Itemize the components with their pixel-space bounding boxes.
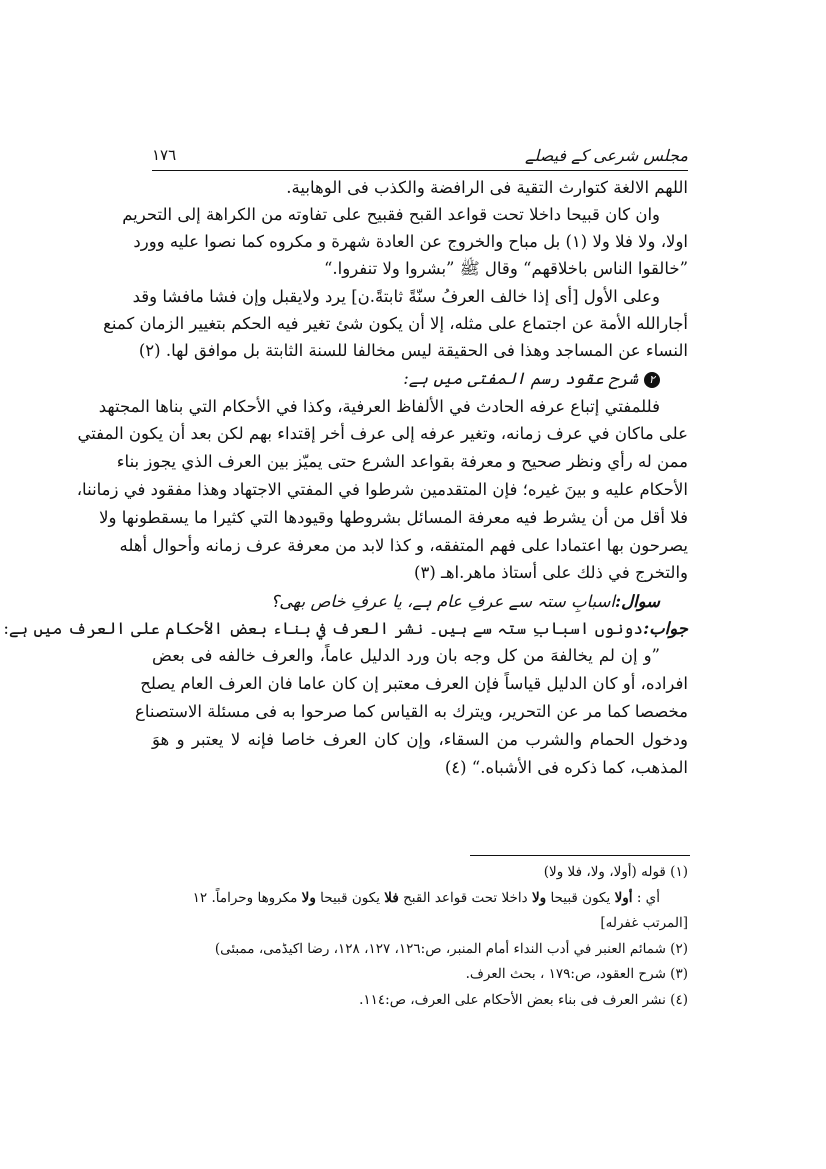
body-line: الأحكام عليه و بينَ غيره؛ فإن المتقدمين شرطوا في المفتي الاجتهاد وهذا مفقود في زماننا، bbox=[76, 480, 688, 499]
question-text: اسبابِ ستہ سے عرفِ عام ہے، یا عرفِ خاص بھی؟ bbox=[270, 592, 615, 611]
running-title: مجلس شرعی کے فیصلے bbox=[519, 146, 688, 165]
body-line: على ماكان في عرف زمانه، وتغير عرفه إلى عرف أخر إقتداء بهم لكن بعد أن يكون المفتي bbox=[77, 424, 688, 443]
fn-text: أي : bbox=[632, 890, 660, 906]
answer-label: جواب: bbox=[643, 619, 688, 638]
body-line: فللمفتي إتباع عرفه الحادث في الألفاظ العرفية، وكذا في الأحكام التي بناها المجتهد bbox=[98, 397, 660, 416]
body-line: ممن له رأي ونظر صحيح و معرفة بقواعد الشرع حتى يميّز بين العرف الذي يجوز بناء bbox=[116, 452, 688, 471]
quote-line: افراده، أو كان الدليل قياساً فإن العرف معتبر إن كان عاما فان العرف العام يصلح bbox=[140, 674, 688, 693]
page-header bbox=[152, 146, 688, 171]
body-line: أجارالله الأمة عن اجتماع على مثله، إلا أن يكون شئ تغير فيه الحكم بتغيير الزمان كمنع bbox=[103, 314, 688, 333]
quote-line: ودخول الحمام والشرب من السقاء، وإن كان العرف خاصا فإنه لا يعتبر و هوَ bbox=[152, 730, 688, 749]
body-line: فلا أقل من أن يشرط فيه معرفة المسائل بشروطها وقيودها التي كثيرا ما يسقطونها ولا bbox=[99, 508, 688, 527]
footnote-4: (٤) نشر العرف فى بناء بعض الأحكام على العرف، ص:١١٤. bbox=[359, 992, 688, 1008]
quote-line: ”و إن لم يخالفهَ من كل وجه بان ورد الدليل عاماً، والعرف خالفه فى بعض bbox=[152, 646, 660, 665]
fn-bold: فلا bbox=[384, 890, 399, 906]
section-heading-text: شرح عقود رسم المفتی میں ہے: bbox=[403, 369, 638, 388]
body-line: والتخرج في ذلك على أستاذ ماهر.اهـ (٣) bbox=[414, 563, 688, 582]
footnote-3: (٣) شرح العقود، ص:١٧٩ ، بحث العرف. bbox=[465, 966, 688, 982]
footnote-divider bbox=[470, 855, 690, 856]
question bbox=[152, 590, 688, 614]
fn-text: مكروها وحراماً. ١٢ bbox=[192, 890, 302, 906]
body-line: ”خالقوا الناس باخلاقهم“ وقال ﷺ ”بشروا ولا تنفروا.“ bbox=[323, 259, 688, 278]
fn-bold: ولا bbox=[531, 890, 547, 906]
fn-text: يكون قبيحا bbox=[315, 890, 385, 906]
fn-bold: ولا bbox=[301, 890, 316, 906]
footnote-1-sign: [المرتب غفرله] bbox=[600, 915, 688, 931]
question-label: سوال: bbox=[614, 592, 660, 611]
body-line: وان كان قبيحا داخلا تحت قواعد القبح فقبيح على تفاوته من الكراهة إلى التحريم bbox=[122, 205, 660, 224]
footnote-1-text bbox=[152, 888, 688, 908]
fn-text: يكون قبيحا bbox=[546, 890, 615, 906]
section-heading bbox=[152, 367, 688, 391]
footnote-2: (٢) شمائم العنبر في أدب النداء أمام المنبر، ص:١٢٦، ١٢٧، ١٢٨، رضا اكيڈمی، ممبئی) bbox=[214, 941, 688, 957]
body-line: اولا، ولا فلا ولا (١) بل مباح والخروج عن العادة شهرة و مكروه كما نصوا عليه وورد bbox=[133, 232, 688, 251]
body-line: اللهم الالغة كتوارث التقية فى الرافضة والكذب فى الوهابية. bbox=[286, 178, 688, 197]
body-line: يصرحون بها اعتمادا على فهم المتفقه، و كذا لابد من معرفة عرف زمانه وأحوال أهله bbox=[119, 536, 688, 555]
quote-line: المذهب، كما ذكره فى الأشباه.“ (٤) bbox=[444, 758, 688, 777]
section-number-badge: ٢ bbox=[644, 372, 660, 388]
footnote-1-title: (١) قوله (أولا، ولا، فلا ولا) bbox=[543, 864, 688, 880]
quote-line: مخصصا كما مر عن التحرير، ويترك به القياس كما صرحوا به فى مسئلة الاستصناع bbox=[135, 702, 688, 721]
fn-bold: أولا bbox=[614, 890, 633, 906]
body-line: وعلى الأول [أى إذا خالف العرفُ سنّةً ثابتةً.ن] يرد ولايقبل وإن فشا مافشا وقد bbox=[132, 287, 660, 306]
answer bbox=[3, 617, 688, 641]
answer-text: دونوں اسبابِ ستہ سے ہیں۔ نشر العرف في بناء بعض الأحكام على العرف میں ہے: bbox=[3, 619, 644, 638]
body-line: النساء عن المساجد وهذا فى الحقيقة ليس مخالفا للسنة الثابتة بل موافق لها. (٢) bbox=[138, 341, 688, 360]
fn-text: داخلا تحت قواعد القبح bbox=[398, 890, 532, 906]
page-number: ١٧٦ bbox=[152, 146, 182, 164]
